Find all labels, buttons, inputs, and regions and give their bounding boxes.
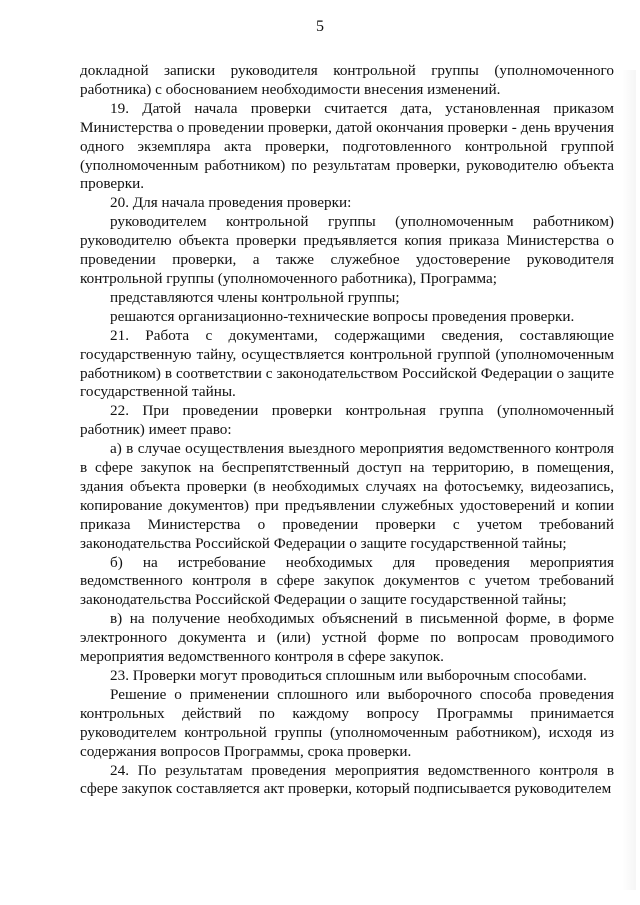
scan-edge-shadow [622, 70, 636, 890]
paragraph-23: 23. Проверки могут проводиться сплошным или выборочным способами. [110, 667, 587, 684]
paragraph-22: 22. При проведении проверки контрольная группа (уполномоченный работник) имеет право: [80, 402, 614, 439]
page-number: 5 [316, 18, 324, 35]
paragraph-22-a: а) в случае осуществления выездного мероприятия ведомственного контроля в сфере закупок на беспрепятственный доступ на территорию, в помещения, здания объекта проверки (в необходимых случаях на фотосъемку, видеозапись, копирование документов) при предъявлении служебных удостоверений и копии приказа Министерства о проведении проверки с учетом требований законодательства Российской Федерации о защите государственной тайны; [80, 440, 614, 552]
paragraph-23-decision: Решение о применении сплошного или выборочного способа проведения контрольных действий по каждому вопросу Программы принимается руководителем контрольной группы (уполномоченным работником), исходя из содержания вопросов Программы, срока проверки. [80, 685, 614, 760]
paragraph-22-b: б) на истребование необходимых для проведения мероприятия ведомственного контроля в сфере закупок документов с учетом требований законодательства Российской Федерации о защите государственной тайны; [80, 553, 614, 609]
paragraph-20-item-1: руководителем контрольной группы (уполномоченным работником) руководителю объекта проверки предъявляется копия приказа Министерства о проведении проверки, а также служебное удостоверение руководителя контрольной группы (уполномоченного работника), Программа; [80, 213, 614, 287]
paragraph-20-item-2: представляются члены контрольной группы; [110, 288, 400, 306]
paragraph-21: 21. Работа с документами, содержащими сведения, составляющие государственную тайну, осуществляется контрольной группой (уполномоченным работником) в соответствии с законодательством Российской Федерации о защите государственной тайны. [80, 326, 614, 401]
paragraph-20: 20. Для начала проведения проверки: [110, 194, 352, 212]
paragraph-22-c: в) на получение необходимых объяснений в письменной форме, в форме электронного документа и (или) устной форме по вопросам проводимого мероприятия ведомственного контроля в сфере закупок. [80, 610, 614, 666]
paragraph-24: 24. По результатам проведения мероприятия ведомственного контроля в сфере закупок составляется акт проверки, который подписывается руководителем [80, 761, 614, 798]
document-body [80, 62, 614, 799]
paragraph-continuation: докладной записки руководителя контрольной группы (уполномоченного работника) с обоснованием необходимости внесения изменений. [80, 62, 614, 98]
paragraph-20-item-3: решаются организационно-технические вопросы проведения проверки. [110, 307, 575, 325]
paragraph-19: 19. Датой начала проверки считается дата, установленная приказом Министерства о проведении проверки, датой окончания проверки - день вручения одного экземпляра акта проверки, подготовленного контрольной группой (уполномоченным работником) по результатам проверки, руководителю объекта проверки. [80, 99, 614, 193]
